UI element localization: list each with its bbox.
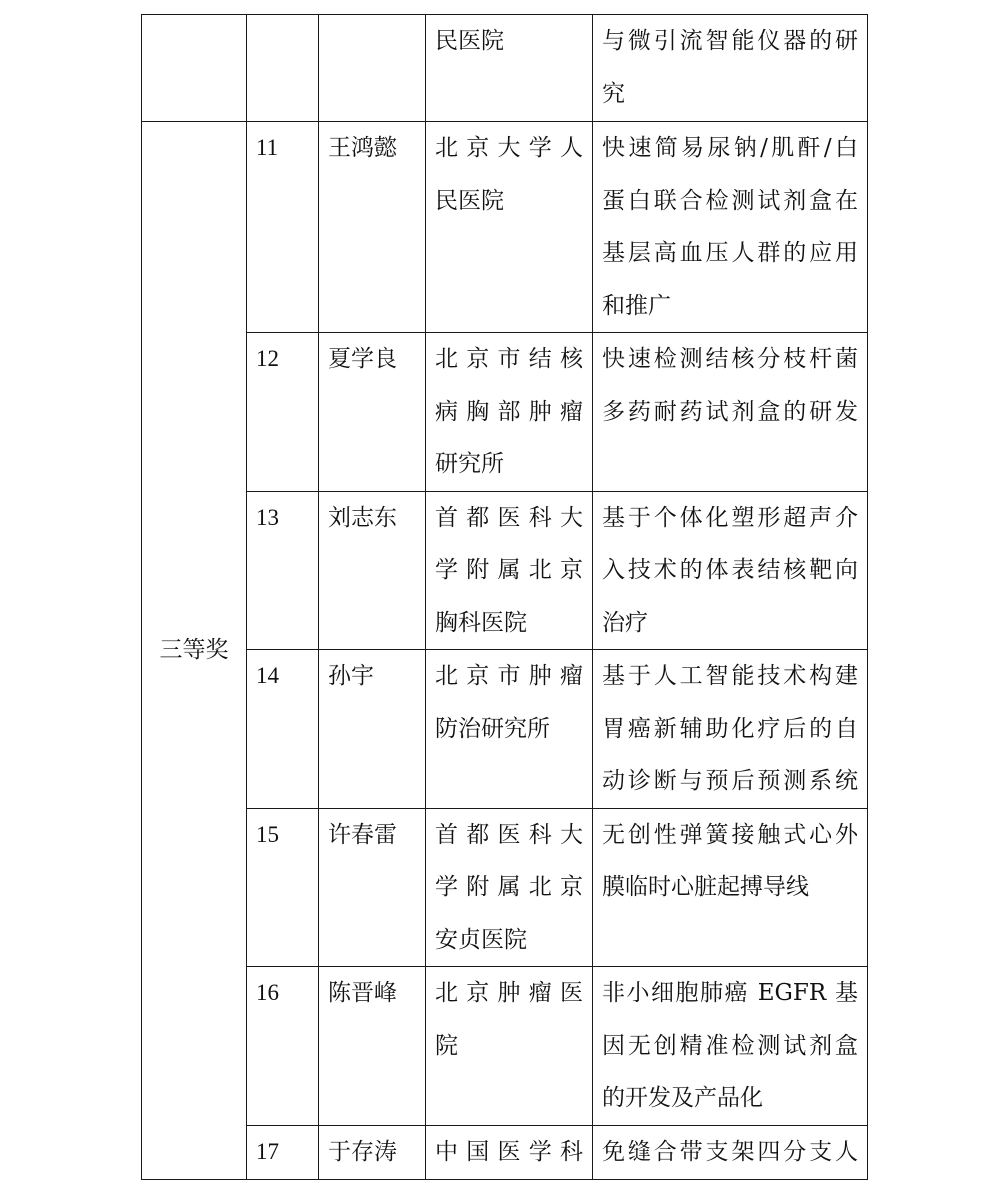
project-line: 膜临时心脏起搏导线: [602, 874, 809, 900]
project-line: 动诊断与预后预测系统: [602, 768, 858, 794]
unit-line: 防治研究所: [435, 715, 550, 742]
name-cell: [319, 650, 426, 809]
name-cell: [319, 333, 426, 492]
project-line: 的开发及产品化: [602, 1085, 763, 1111]
row-number: 17: [256, 1138, 279, 1164]
project-line: 快速检测结核分枝杆菌: [602, 346, 858, 372]
unit-cell: [426, 333, 593, 492]
row-number: 15: [256, 821, 279, 847]
table-row: [142, 808, 868, 967]
unit-line: 院: [435, 1032, 458, 1059]
table-row: [142, 333, 868, 492]
unit-line: 北京大学人: [435, 135, 583, 161]
unit-cell: [426, 808, 593, 967]
person-name: 孙宇: [328, 663, 374, 689]
unit-line: 学附属北京: [435, 557, 583, 583]
project-cell: [593, 650, 868, 809]
unit-line: 民医院: [435, 187, 504, 214]
table-row: [142, 491, 868, 650]
project-line: 胃癌新辅助化疗后的自: [602, 715, 858, 742]
name-cell: [319, 967, 426, 1126]
unit-cell: [426, 122, 593, 333]
project-line: 基于人工智能技术构建: [602, 663, 858, 689]
project-line: 蛋白联合检测试剂盒在: [602, 187, 858, 214]
table-row: [142, 650, 868, 809]
number-cell: [247, 333, 319, 492]
person-name: 刘志东: [328, 504, 397, 531]
project-line: 和推广: [602, 292, 671, 319]
number-cell: [247, 122, 319, 333]
number-cell: [247, 491, 319, 650]
award-level-label: 三等奖: [159, 637, 229, 663]
number-cell: [247, 650, 319, 809]
level-cell-empty: [142, 15, 247, 122]
project-line: 因无创精准检测试剂盒: [602, 1032, 858, 1059]
unit-line: 安贞医院: [435, 926, 527, 953]
unit-line: 首都医科大: [435, 821, 583, 848]
unit-line: 中国医学科: [435, 1138, 583, 1165]
unit-line: 学附属北京: [435, 874, 583, 900]
name-cell: [319, 491, 426, 650]
table-row: [142, 1125, 868, 1179]
unit-cell: [426, 15, 593, 122]
project-cell: [593, 808, 868, 967]
name-cell: [319, 808, 426, 967]
award-level-cell: [142, 122, 247, 1180]
person-name: 许春雷: [328, 821, 397, 848]
unit-line: 首都医科大: [435, 504, 583, 531]
person-name: 夏学良: [328, 346, 397, 372]
number-cell: [247, 967, 319, 1126]
project-cell: [593, 122, 868, 333]
project-line: 免缝合带支架四分支人: [602, 1138, 858, 1165]
unit-line: 北京肿瘤医: [435, 980, 583, 1006]
unit-line: 北京市肿瘤: [435, 663, 583, 689]
unit-line: 研究所: [435, 451, 504, 477]
project-line: 入技术的体表结核靶向: [602, 557, 858, 583]
table-row: [142, 967, 868, 1126]
row-number: 12: [256, 346, 279, 371]
table-row-continuation: [142, 15, 868, 122]
name-cell-empty: [319, 15, 426, 122]
number-cell-empty: [247, 15, 319, 122]
number-cell: [247, 1125, 319, 1179]
row-number: 11: [256, 135, 279, 160]
unit-cell: [426, 491, 593, 650]
person-name: 于存涛: [328, 1138, 397, 1165]
unit-line: 胸科医院: [435, 609, 527, 636]
project-line: 无创性弹簧接触式心外: [602, 821, 858, 848]
unit-cell: [426, 1125, 593, 1179]
project-line: 基于个体化塑形超声介: [602, 504, 858, 531]
number-cell: [247, 808, 319, 967]
unit-cell: [426, 967, 593, 1126]
project-line: 与微引流智能仪器的研: [602, 28, 858, 54]
project-line: 究: [602, 80, 625, 107]
project-line: 基层高血压人群的应用: [602, 240, 858, 266]
project-line: 快速简易尿钠/肌酐/白: [602, 135, 858, 161]
project-cell: [593, 491, 868, 650]
project-line: 多药耐药试剂盒的研发: [602, 398, 858, 425]
row-number: 16: [256, 980, 279, 1005]
row-number: 14: [256, 663, 279, 688]
project-cell: [593, 967, 868, 1126]
project-cell: [593, 333, 868, 492]
project-line: 非小细胞肺癌 EGFR 基: [602, 980, 858, 1006]
project-cell: [593, 1125, 868, 1179]
unit-line: 病胸部肿瘤: [435, 398, 583, 425]
unit-line: 北京市结核: [435, 346, 583, 372]
person-name: 陈晋峰: [328, 980, 397, 1006]
table-row: [142, 122, 868, 333]
row-number: 13: [256, 504, 279, 530]
award-table: [141, 14, 868, 1180]
unit-line: 民医院: [435, 28, 504, 54]
project-cell: [593, 15, 868, 122]
person-name: 王鸿懿: [328, 135, 397, 161]
name-cell: [319, 1125, 426, 1179]
unit-cell: [426, 650, 593, 809]
project-line: 治疗: [602, 609, 648, 636]
name-cell: [319, 122, 426, 333]
